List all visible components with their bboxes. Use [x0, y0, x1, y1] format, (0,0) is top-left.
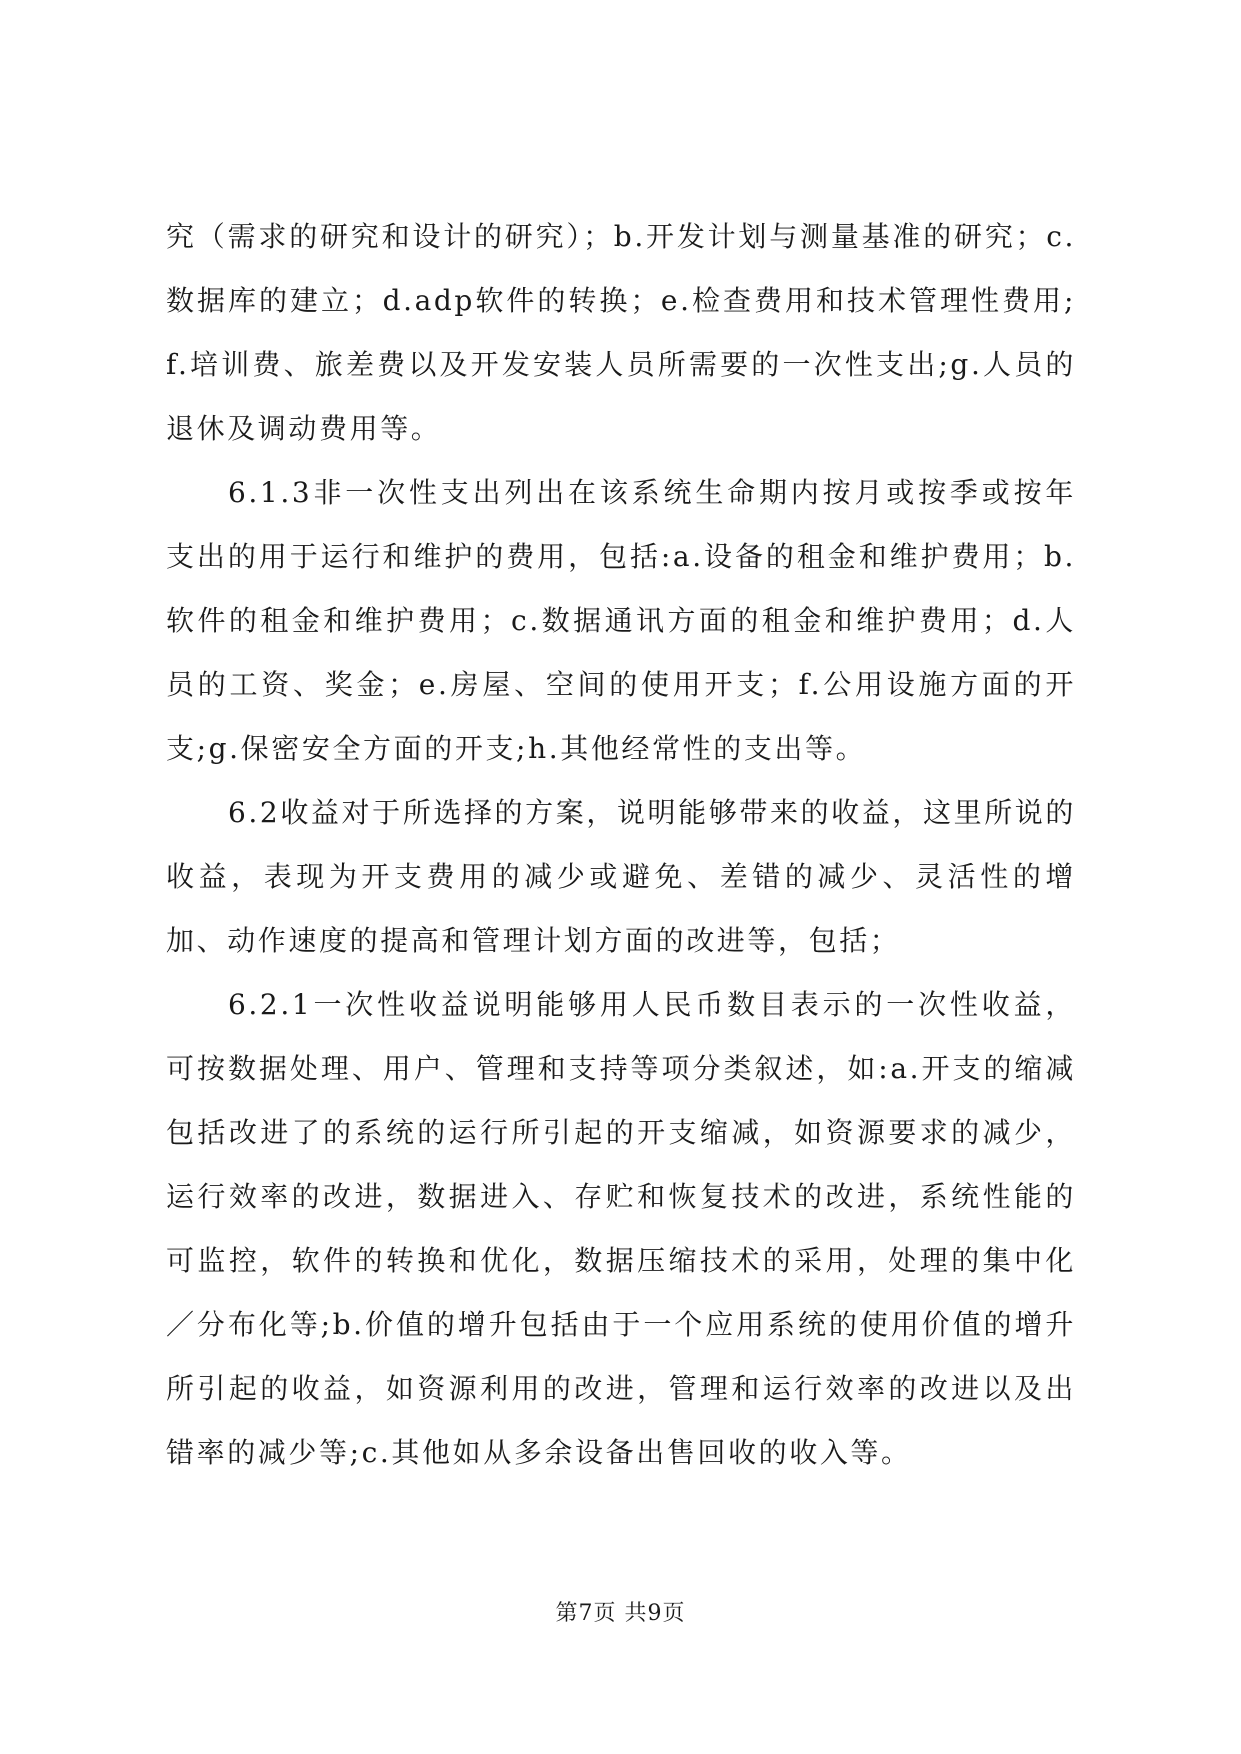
page-number-footer: 第7页 共9页: [555, 1601, 686, 1626]
paragraph-continuation: 究（需求的研究和设计的研究）；b.开发计划与测量基准的研究；c.数据库的建立；d.adp软件的转换；e.检查费用和技术管理性费用;f.培训费、旅差费以及开发安装人员所需要的一次性支出;g.人员的退休及调动费用等。: [166, 220, 1076, 445]
paragraph-6-2-1: 6.2.1一次性收益说明能够用人民币数目表示的一次性收益，可按数据处理、用户、管理和支持等项分类叙述，如:a.开支的缩减包括改进了的系统的运行所引起的开支缩减，如资源要求的减少，运行效率的改进，数据进入、存贮和恢复技术的改进，系统性能的可监控，软件的转换和优化，数据压缩技术的采用，处理的集中化／分布化等;b.价值的增升包括由于一个应用系统的使用价值的增升所引起的收益，如资源利用的改进，管理和运行效率的改进以及出错率的减少等;c.其他如从多余设备出售回收的收入等。: [166, 988, 1076, 1469]
document-body: [166, 205, 1076, 1485]
paragraph-6-2: 6.2收益对于所选择的方案，说明能够带来的收益，这里所说的收益，表现为开支费用的减少或避免、差错的减少、灵活性的增加、动作速度的提高和管理计划方面的改进等，包括；: [166, 796, 1076, 957]
paragraph-6-1-3: 6.1.3非一次性支出列出在该系统生命期内按月或按季或按年支出的用于运行和维护的费用，包括:a.设备的租金和维护费用；b.软件的租金和维护费用；c.数据通讯方面的租金和维护费用；d.人员的工资、奖金；e.房屋、空间的使用开支；f.公用设施方面的开支;g.保密安全方面的开支;h.其他经常性的支出等。: [166, 476, 1076, 765]
